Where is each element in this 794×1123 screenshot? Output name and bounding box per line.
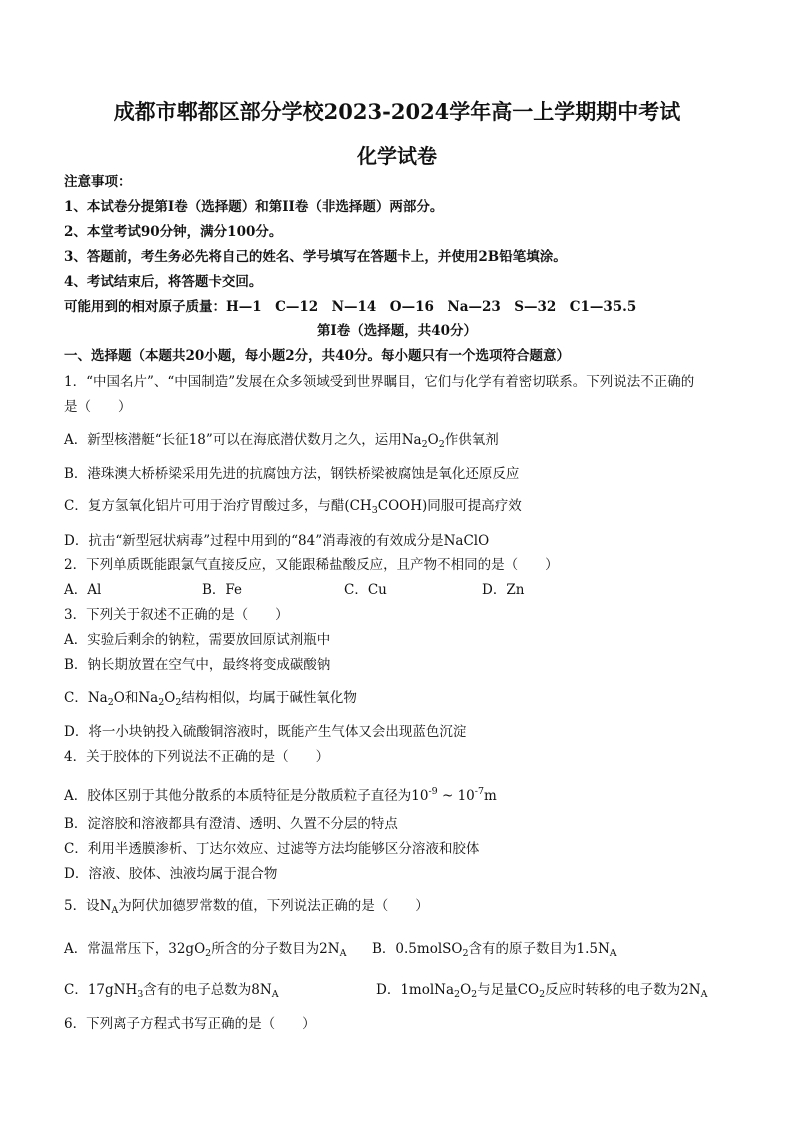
q5-option-a: A．常温常压下，$32gO_2$所含的分子数目为$2N_A$ xyxy=(64,941,347,959)
q1-option-b: B．港珠澳大桥桥梁采用先进的抗腐蚀方法，钢铁桥梁被腐蚀是氧化还原反应 xyxy=(64,466,520,482)
q3-option-b: B．钠长期放置在空气中，最终将变成碳酸钠 xyxy=(64,657,331,673)
exam-subtitle: 化学试卷 xyxy=(357,144,437,168)
notice-item-4: 4、考试结束后，将答题卡交回。 xyxy=(64,274,263,290)
q5-option-b: B．0.5molSO$_2$含有的原子数目为$1.5N_A$ xyxy=(372,941,617,959)
q4-option-c: C．利用半透膜渗析、丁达尔效应、过滤等方法均能够区分溶液和胶体 xyxy=(64,841,480,857)
q1-option-c: C．复方氢氧化铝片可用于治疗胃酸过多，与醋$(CH_3COOH)$同服可提高疗效 xyxy=(64,498,522,516)
q1-stem-line2: 是（ ） xyxy=(64,399,132,415)
q3-stem: 3．下列关于叙述不正确的是（ ） xyxy=(64,607,289,623)
q2-option-b: B．Fe xyxy=(202,582,243,598)
notice-heading: 注意事项： xyxy=(64,174,132,190)
q4-option-d: D．溶液、胶体、浊液均属于混合物 xyxy=(64,866,278,882)
atomic-mass-line: 可能用到的相对原子质量：H—1 C—12 N—14 O—16 Na—23 S—32 C1—35.5 xyxy=(64,299,637,315)
q4-option-a: A．胶体区别于其他分散系的本质特征是分散质粒子直径为$10^{-9}$ ~ $10^{-7}m$ xyxy=(64,786,497,804)
q2-stem: 2．下列单质既能跟氯气直接反应，又能跟稀盐酸反应，且产物不相同的是（ ） xyxy=(64,557,559,573)
q1-option-a: A．新型核潜艇“长征18”可以在海底潜伏数月之久，运用$Na_2O_2$作供氧剂 xyxy=(64,432,499,450)
q2-option-a: A．Al xyxy=(64,582,102,598)
section1-heading: 一、选择题（本题共20小题，每小题2分，共40分。每小题只有一个选项符合题意） xyxy=(64,348,570,364)
q1-option-d: D．抗击“新型冠状病毒”过程中用到的“84”消毒液的有效成分是NaClO xyxy=(64,533,490,549)
q5-stem: 5．设$N_A$为阿伏加德罗常数的值，下列说法正确的是（ ） xyxy=(64,898,429,916)
q5-option-c: C．17gNH$_3$含有的电子总数为$8N_A$ xyxy=(64,982,279,1000)
q3-option-c: C．$Na_2O$和$Na_2O_2$结构相似，均属于碱性氧化物 xyxy=(64,690,357,708)
exam-title: 成都市郫都区部分学校2023-2024学年高一上学期期中考试 xyxy=(113,99,681,124)
notice-item-2: 2、本堂考试90分钟，满分100分。 xyxy=(64,224,283,240)
q2-option-d: D．Zn xyxy=(482,582,525,598)
q3-option-d: D．将一小块钠投入硫酸铜溶液时，既能产生气体又会出现蓝色沉淀 xyxy=(64,724,467,740)
q1-stem-line1: 1．“中国名片”、“中国制造”发展在众多领域受到世界瞩目，它们与化学有着密切联系。下列说法不正确的 xyxy=(64,374,695,390)
q4-stem: 4．关于胶体的下列说法不正确的是（ ） xyxy=(64,749,330,765)
q4-option-b: B．淀溶胶和溶液都具有澄清、透明、久置不分层的特点 xyxy=(64,816,398,832)
q5-option-d: D．$1molNa_2O_2$与足量$CO_2$反应时转移的电子数为$2N_A$ xyxy=(376,982,708,1000)
notice-item-3: 3、答题前，考生务必先将自己的姓名、学号填写在答题卡上，并使用2B铅笔填涂。 xyxy=(64,249,567,265)
section1-title: 第I卷（选择题，共40分） xyxy=(316,323,478,339)
q3-option-a: A．实验后剩余的钠粒，需要放回原试剂瓶中 xyxy=(64,632,331,648)
notice-item-1: 1、本试卷分提第I卷（选择题）和第II卷（非选择题）两部分。 xyxy=(64,199,444,215)
q2-option-c: C．Cu xyxy=(344,582,387,598)
q6-stem: 6．下列离子方程式书写正确的是（ ） xyxy=(64,1016,316,1032)
